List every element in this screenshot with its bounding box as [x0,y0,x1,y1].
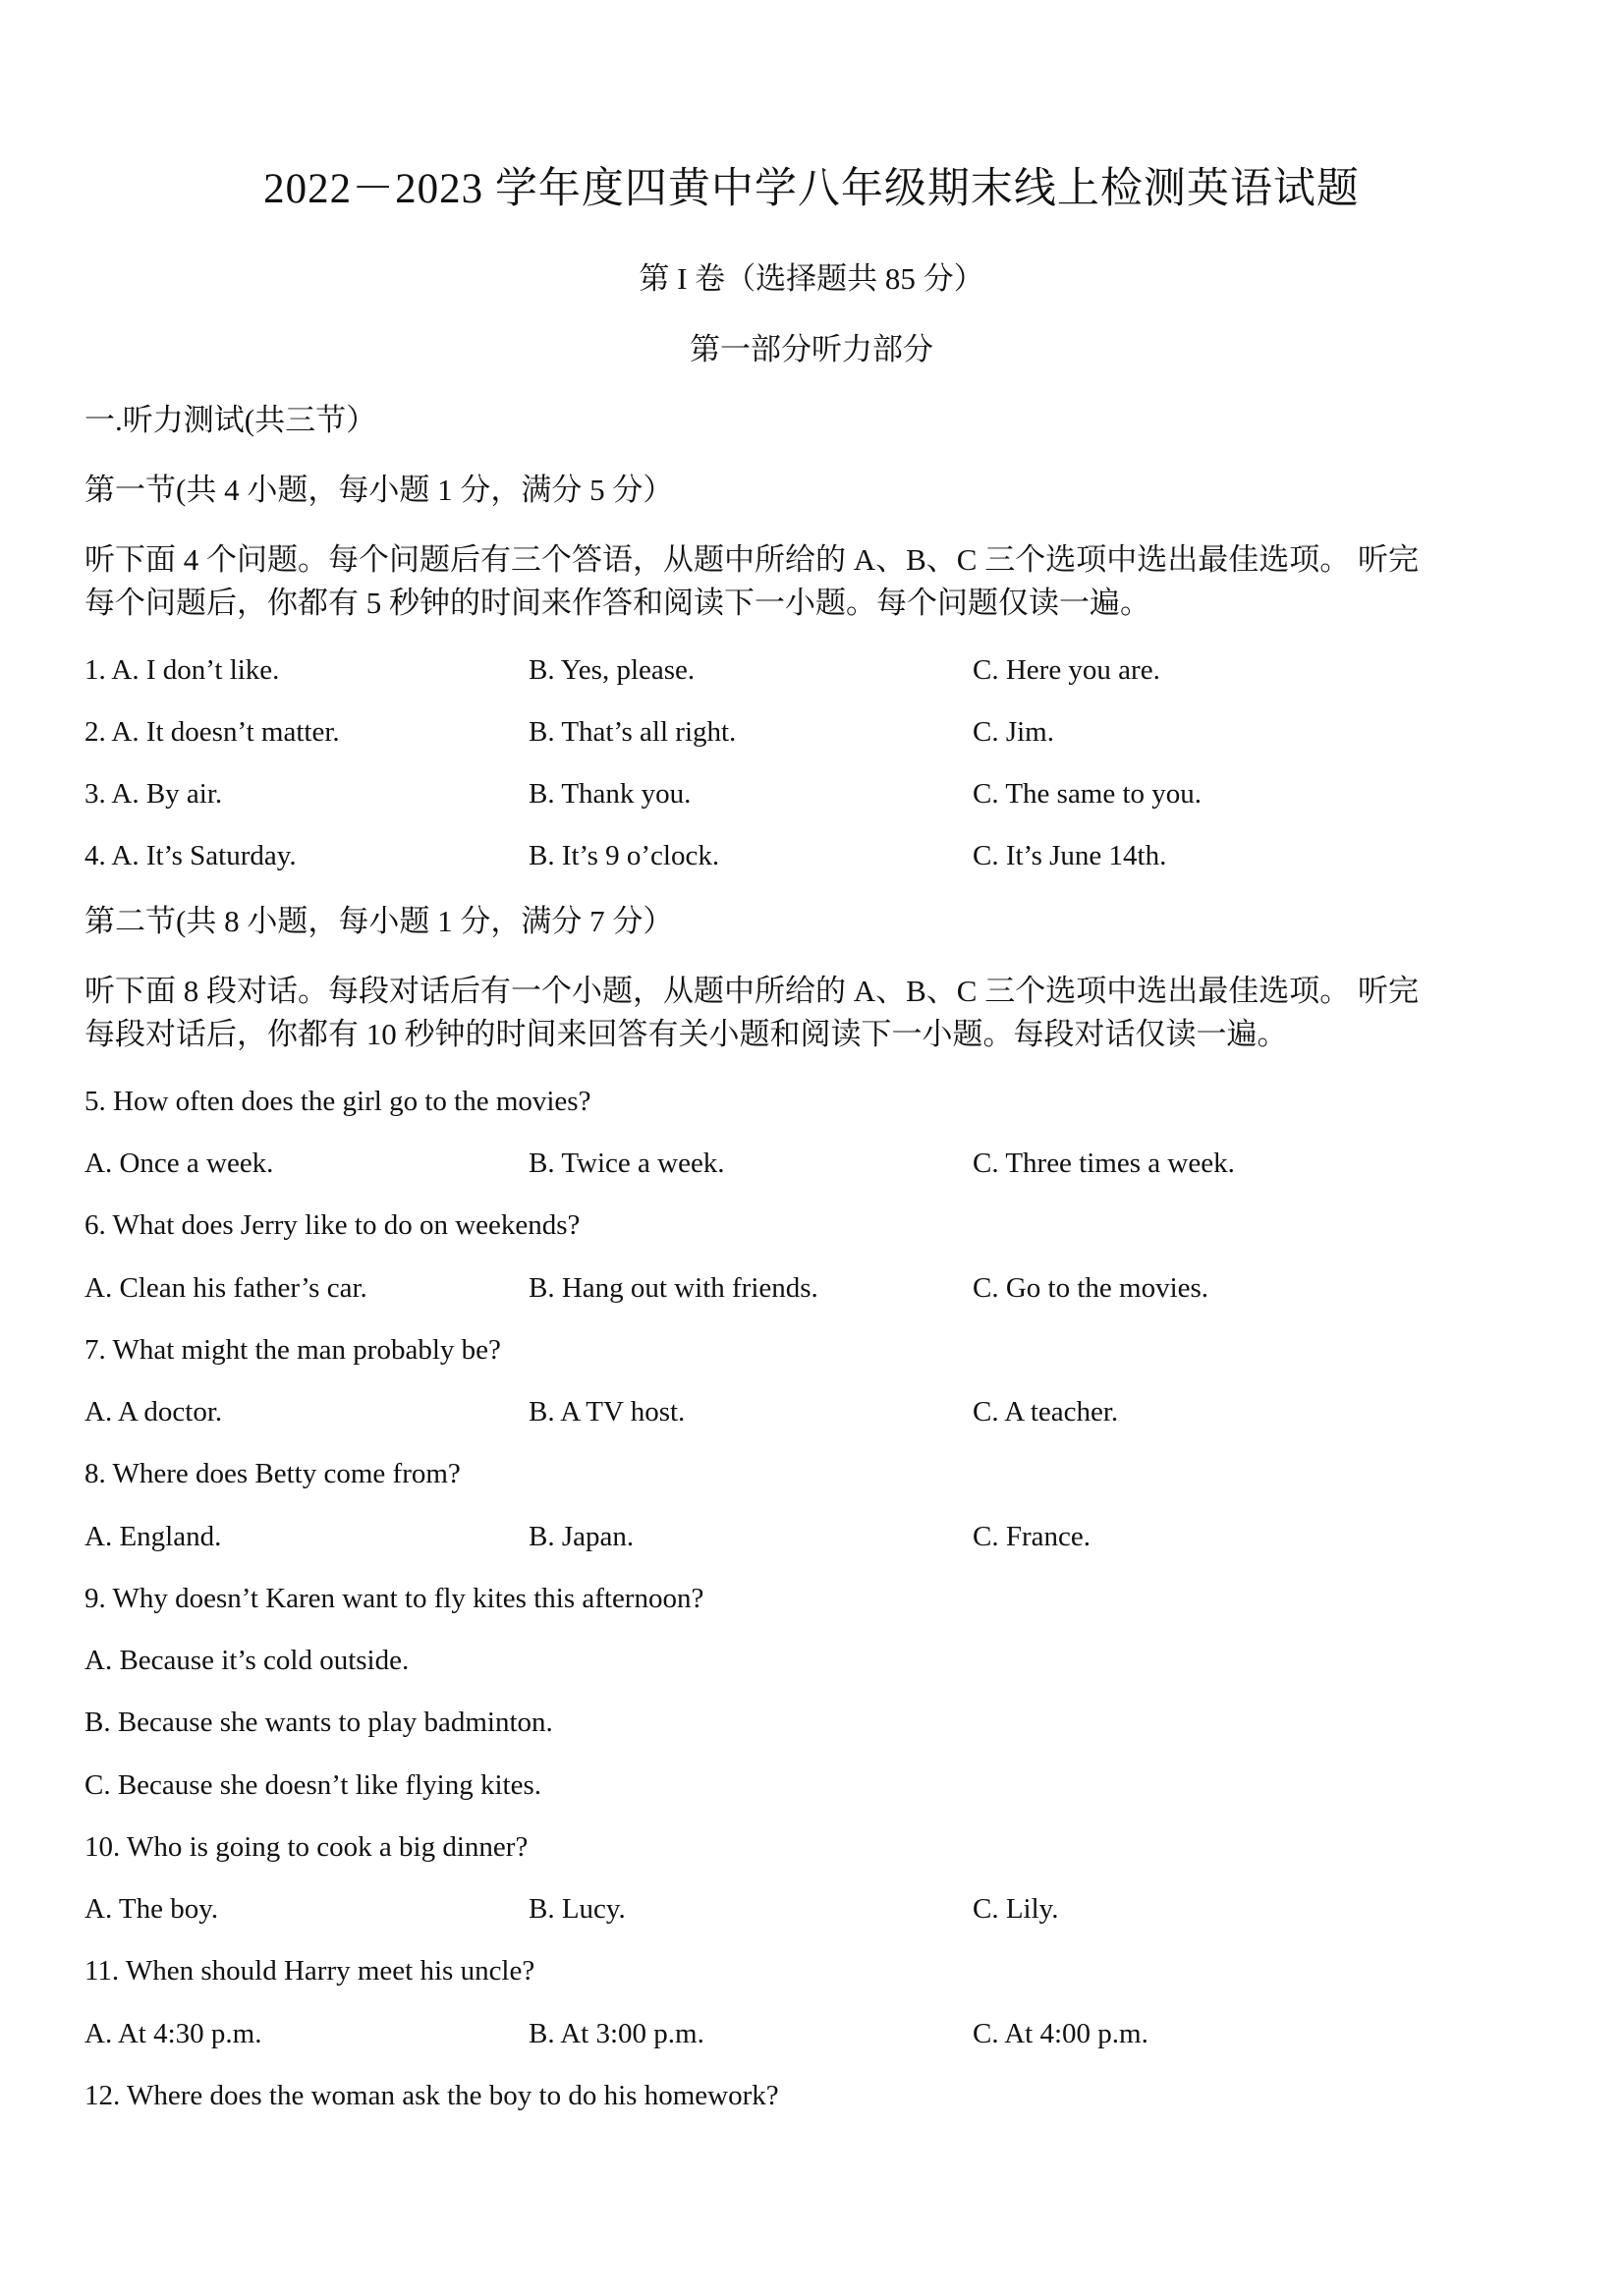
q6-option-c: C. Go to the movies. [973,1272,1209,1304]
q5-option-b: B. Twice a week. [529,1148,725,1179]
section-heading: 一.听力测试(共三节） [84,403,377,437]
q5-stem: 5. How often does the girl go to the movies? [84,1086,591,1117]
q6-option-a: A. Clean his father’s car. [84,1272,367,1304]
q11-option-b: B. At 3:00 p.m. [529,2018,704,2049]
q11-option-a: A. At 4:30 p.m. [84,2018,262,2049]
section2-instructions-line1: 听下面 8 段对话。每段对话后有一个小题，从题中所给的 A、B、C 三个选项中选出最佳选项。 听完 [84,974,1419,1008]
q5-option-c: C. Three times a week. [973,1148,1235,1179]
q9-option-a: A. Because it’s cold outside. [84,1645,410,1676]
section1-heading: 第一节(共 4 小题，每小题 1 分，满分 5 分） [84,473,674,507]
q4-option-a: 4. A. It’s Saturday. [84,840,297,871]
volume-heading: 第 I 卷（选择题共 85 分） [639,261,984,296]
q12-stem: 12. Where does the woman ask the boy to do his homework? [84,2080,779,2111]
q9-stem: 9. Why doesn’t Karen want to fly kites this afternoon? [84,1583,704,1614]
q1-option-a: 1. A. I don’t like. [84,654,280,686]
q8-option-a: A. England. [84,1521,222,1552]
q11-stem: 11. When should Harry meet his uncle? [84,1955,535,1987]
section1-instructions-line1: 听下面 4 个问题。每个问题后有三个答语，从题中所给的 A、B、C 三个选项中选出最佳选项。 听完 [84,542,1419,577]
q10-stem: 10. Who is going to cook a big dinner? [84,1831,529,1863]
section2-heading: 第二节(共 8 小题，每小题 1 分，满分 7 分） [84,904,674,938]
q8-option-c: C. France. [973,1521,1091,1552]
section2-instructions-line2: 每段对话后，你都有 10 秒钟的时间来回答有关小题和阅读下一小题。每段对话仅读一遍。 [84,1017,1288,1051]
q9-option-c: C. Because she doesn’t like flying kites. [84,1769,541,1801]
q7-option-a: A. A doctor. [84,1396,223,1428]
q8-option-b: B. Japan. [529,1521,635,1552]
part-heading: 第一部分听力部分 [690,332,933,366]
q7-option-c: C. A teacher. [973,1396,1119,1428]
q4-option-b: B. It’s 9 o’clock. [529,840,720,871]
q10-option-c: C. Lily. [973,1893,1059,1925]
q9-option-b: B. Because she wants to play badminton. [84,1707,553,1738]
q3-option-b: B. Thank you. [529,778,692,810]
section1-instructions-line2: 每个问题后，你都有 5 秒钟的时间来作答和阅读下一小题。每个问题仅读一遍。 [84,586,1150,620]
q6-stem: 6. What does Jerry like to do on weekends? [84,1209,581,1241]
q2-option-a: 2. A. It doesn’t matter. [84,716,340,748]
q6-option-b: B. Hang out with friends. [529,1272,818,1304]
q7-stem: 7. What might the man probably be? [84,1334,501,1366]
q8-stem: 8. Where does Betty come from? [84,1458,461,1489]
q3-option-c: C. The same to you. [973,778,1203,810]
q10-option-a: A. The boy. [84,1893,219,1925]
q1-option-b: B. Yes, please. [529,654,696,686]
q5-option-a: A. Once a week. [84,1148,274,1179]
q4-option-c: C. It’s June 14th. [973,840,1167,871]
q3-option-a: 3. A. By air. [84,778,223,810]
q2-option-b: B. That’s all right. [529,716,737,748]
exam-title: 2022－2023 学年度四黄中学八年级期末线上检测英语试题 [263,166,1360,212]
q11-option-c: C. At 4:00 p.m. [973,2018,1148,2049]
q10-option-b: B. Lucy. [529,1893,626,1925]
q1-option-c: C. Here you are. [973,654,1160,686]
q7-option-b: B. A TV host. [529,1396,686,1428]
q2-option-c: C. Jim. [973,716,1054,748]
